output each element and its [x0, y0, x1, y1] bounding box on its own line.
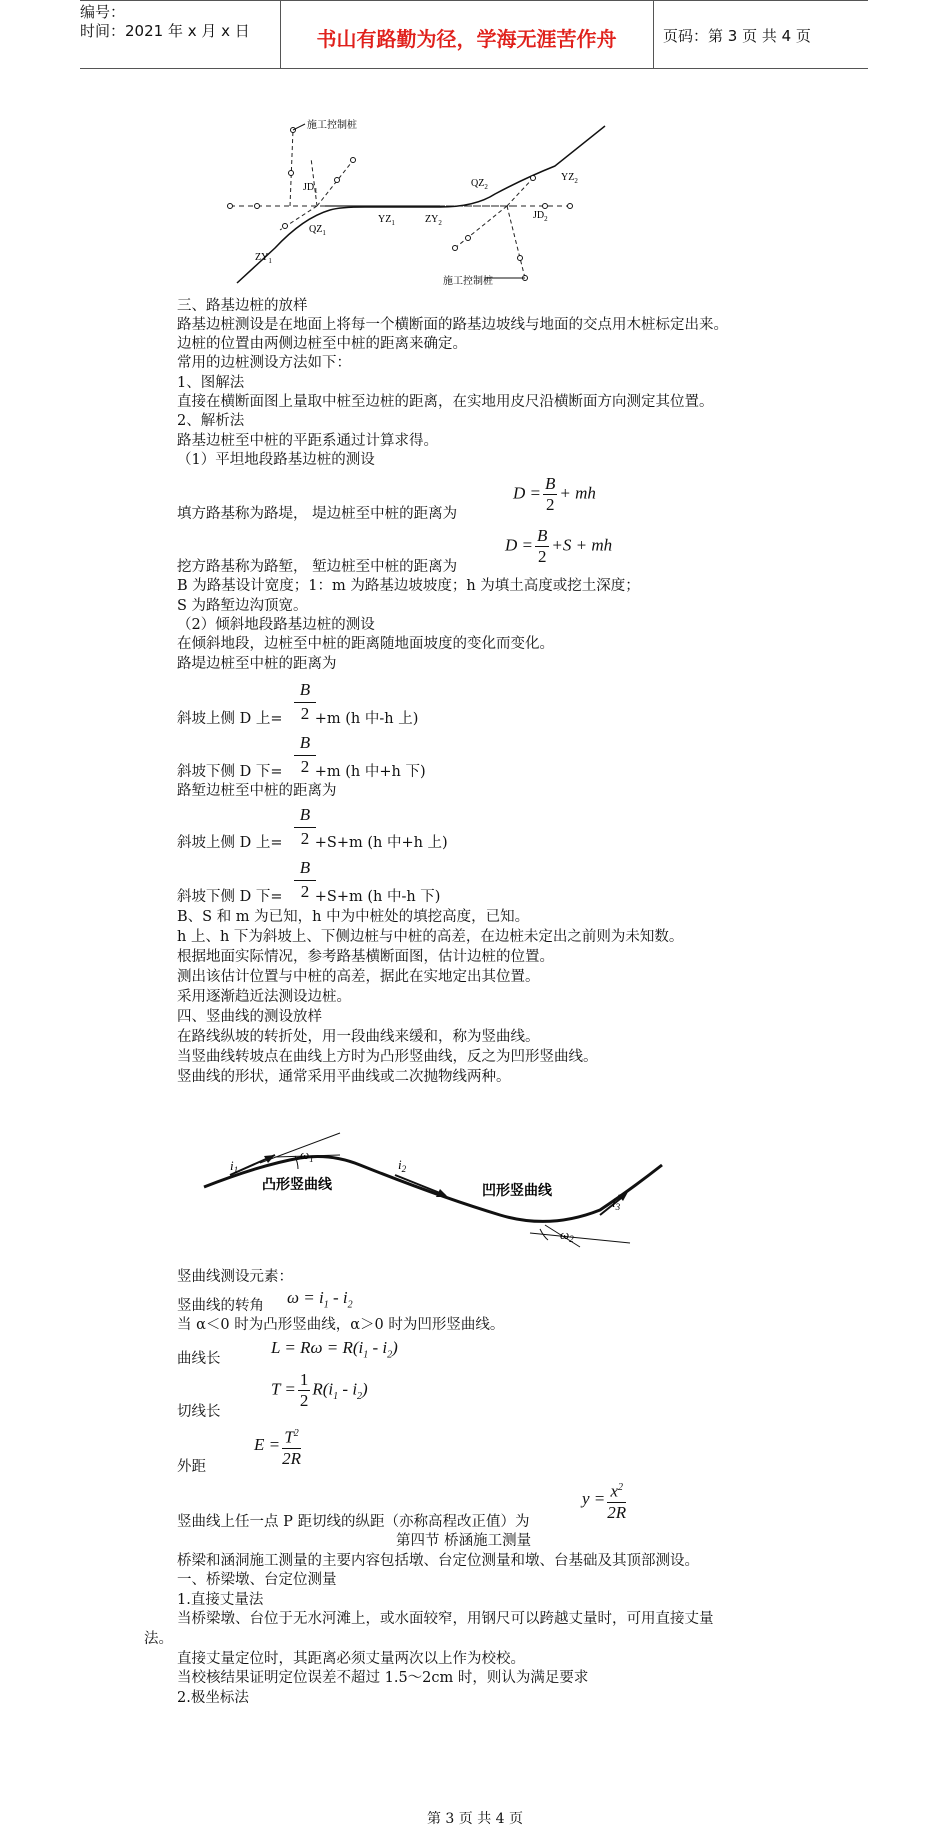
section-heading: 一、桥梁墩、台定位测量	[177, 1572, 337, 1588]
page-header	[80, 0, 868, 69]
paragraph-line: 竖曲线测设元素：	[177, 1269, 293, 1285]
paragraph-line: 直接在横断面图上量取中桩至边桩的距离，在实地用皮尺沿横断面方向测定其位置。	[177, 394, 714, 410]
paragraph-line: B、S 和 m 为已知，h 中为中桩处的填挖高度，已知。	[177, 909, 530, 925]
svg-text:ZY2: $ZY_2$	[425, 214, 442, 227]
formula-curve-length: $L = R\omega = R(i_1 - i_2)$	[271, 1338, 398, 1361]
vertical-curve-figure	[200, 1125, 670, 1255]
paragraph-line: 桥梁和涵洞施工测量的主要内容包括墩、台定位测量和墩、台基础及其顶部测设。	[177, 1553, 699, 1569]
paragraph-line: 外距	[177, 1459, 206, 1475]
paragraph-line: 竖曲线的形状，通常采用平曲线或二次抛物线两种。	[177, 1069, 511, 1085]
svg-text:ω2: $\omega_2$	[560, 1227, 574, 1244]
fraction-b-over-2: B 2	[294, 678, 316, 725]
paragraph-line: 填方路基称为路堤， 堤边桩至中桩的距离为	[177, 506, 458, 522]
svg-text:ω1: $\omega_1$	[300, 1147, 314, 1164]
paragraph-line: 常用的边桩测设方法如下：	[177, 355, 351, 371]
paragraph-line: 2.极坐标法	[177, 1690, 249, 1706]
fraction-b-over-2: B 2	[294, 856, 316, 903]
section-heading: 三、路基边桩的放样	[177, 298, 308, 314]
paragraph-line: 当桥梁墩、台位于无水河滩上，或水面较窄，用钢尺可以跨越丈量时，可用直接丈量	[177, 1611, 714, 1627]
fraction-b-over-2: B 2	[294, 731, 316, 778]
figure1-control-stake-label: 施工控制桩	[307, 120, 357, 131]
paragraph-line: 斜坡上侧 D 上= +m (h 中-h 上)	[177, 711, 419, 727]
section-title: 第四节 桥涵施工测量	[396, 1533, 532, 1549]
header-number-label: 编号：	[80, 3, 126, 21]
paragraph-line: 路堑边桩至中桩的距离为	[177, 783, 337, 799]
paragraph-line: 边桩的位置由两侧边桩至中桩的距离来确定。	[177, 336, 467, 352]
paragraph-line: S 为路堑边沟顶宽。	[177, 598, 308, 614]
paragraph-line: 在倾斜地段，边桩至中桩的距离随地面坡度的变化而变化。	[177, 636, 554, 652]
paragraph-line: 根据地面实际情况，参考路基横断面图，估计边桩的位置。	[177, 949, 554, 965]
header-time-label: 时间：2021 年 x 月 x 日	[80, 22, 250, 40]
paragraph-line: 斜坡下侧 D 下= +S+m (h 中-h 下)	[177, 889, 441, 905]
svg-text:i3: $i_3$	[612, 1195, 621, 1212]
paragraph-line: 直接丈量定位时，其距离必须丈量两次以上作为校校。	[177, 1651, 525, 1667]
svg-text:QZ2: $QZ_2$	[471, 178, 488, 191]
paragraph-line: 竖曲线上任一点 P 距切线的纵距（亦称高程改正值）为	[177, 1514, 530, 1530]
svg-text:YZ1: $YZ_1$	[378, 214, 395, 227]
svg-text:JD1: $JD_1$	[303, 182, 318, 195]
paragraph-line: 采用逐渐趋近法测设边桩。	[177, 989, 351, 1005]
paragraph-line: 竖曲线的转角	[177, 1298, 264, 1314]
svg-text:QZ1: $QZ_1$	[309, 224, 326, 237]
paragraph-line: 1.直接丈量法	[177, 1592, 264, 1608]
concave-curve-label: 凹形竖曲线	[482, 1183, 552, 1199]
section-heading: 四、竖曲线的测设放样	[177, 1009, 322, 1025]
paragraph-line: h 上、h 下为斜坡上、下侧边桩与中桩的高差，在边桩未定出之前则为未知数。	[177, 929, 684, 945]
paragraph-line: 切线长	[177, 1404, 221, 1420]
paragraph-line: 2、解析法	[177, 413, 245, 429]
paragraph-line: （1）平坦地段路基边桩的测设	[177, 452, 375, 468]
svg-text:YZ2: $YZ_2$	[561, 172, 578, 185]
header-motto: 书山有路勤为径，学海无涯苦作舟	[316, 27, 617, 51]
paragraph-line: 路基边桩至中桩的平距系通过计算求得。	[177, 433, 438, 449]
svg-text:i1: $i_1$	[230, 1158, 239, 1175]
horizontal-curve-figure	[225, 118, 625, 288]
header-divider	[653, 1, 654, 68]
paragraph-line: 当 α＜0 时为凸形竖曲线，α＞0 时为凹形竖曲线。	[177, 1317, 505, 1333]
fraction-b-over-2: B 2	[294, 803, 316, 850]
svg-text:ZY1: $ZY_1$	[255, 252, 272, 265]
formula-embankment: D = $\frac{B}{2}$ + mh	[513, 474, 596, 514]
paragraph-line: 法。	[144, 1631, 173, 1647]
formula-omega: $\omega = i_1 - i_2$	[287, 1288, 353, 1311]
svg-text:i2: $i_2$	[398, 1157, 407, 1174]
paragraph-line: 路堤边桩至中桩的距离为	[177, 656, 337, 672]
convex-curve-label: 凸形竖曲线	[262, 1177, 332, 1193]
paragraph-line: 当竖曲线转坡点在曲线上方时为凸形竖曲线，反之为凹形竖曲线。	[177, 1049, 598, 1065]
paragraph-line: 1、图解法	[177, 375, 245, 391]
formula-tangent-length: T = $\frac{1}{2}$ $R(i_1 - i_2)$	[271, 1370, 368, 1410]
header-meta	[80, 3, 250, 41]
paragraph-line: 在路线纵坡的转折处，用一段曲线来缓和，称为竖曲线。	[177, 1029, 540, 1045]
paragraph-line: 斜坡上侧 D 上= +S+m (h 中+h 上)	[177, 835, 448, 851]
paragraph-line: 挖方路基称为路堑， 堑边桩至中桩的距离为	[177, 559, 458, 575]
paragraph-line: 当校核结果证明定位误差不超过 1.5～2cm 时，则认为满足要求	[177, 1670, 589, 1686]
formula-ordinate: y = $\frac{x^2}{2R}$	[582, 1478, 628, 1523]
paragraph-line: （2）倾斜地段路基边桩的测设	[177, 617, 375, 633]
paragraph-line: 斜坡下侧 D 下= +m (h 中+h 下)	[177, 764, 426, 780]
page-footer: 第 3 页 共 4 页	[426, 1811, 524, 1827]
formula-cutting: D = $\frac{B}{2}$ +S + mh	[505, 526, 613, 566]
formula-external-distance: E = $\frac{T^2}{2R}$	[254, 1424, 303, 1469]
header-page-label: 页码：第 3 页 共 4 页	[663, 27, 811, 45]
paragraph-line: 测出该估计位置与中桩的高差，据此在实地定出其位置。	[177, 969, 540, 985]
paragraph-line: 曲线长	[177, 1351, 221, 1367]
paragraph-line: 路基边桩测设是在地面上将每一个横断面的路基边坡线与地面的交点用木桩标定出来。	[177, 317, 728, 333]
svg-text:JD2: $JD_2$	[533, 210, 548, 223]
paragraph-line: B 为路基设计宽度；1：m 为路基边坡坡度；h 为填土高度或挖土深度；	[177, 578, 640, 594]
figure1-control-stake-label: 施工控制桩	[443, 276, 493, 287]
